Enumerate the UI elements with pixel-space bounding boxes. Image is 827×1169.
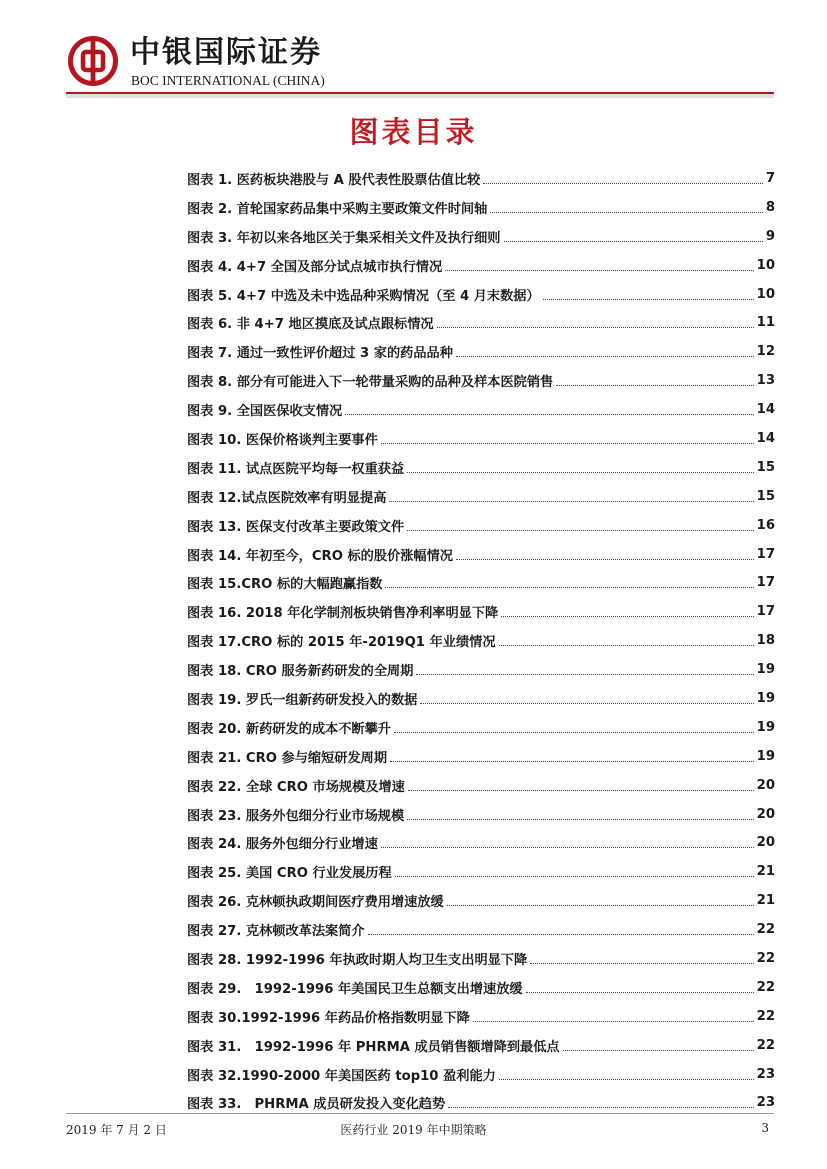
toc-entry[interactable] [187, 1002, 775, 1031]
toc-dot-leader [381, 443, 754, 444]
toc-entry-label: 图表 13. 医保支付改革主要政策文件 [187, 519, 405, 535]
toc-entry-page: 12 [756, 344, 775, 360]
footer-date: 2019 年 7 月 2 日 [66, 1123, 167, 1137]
toc-entry-label: 图表 16. 2018 年化学制剂板块销售净利率明显下降 [187, 606, 499, 622]
toc-title: 图表目录 [349, 115, 478, 149]
toc-entry-page: 7 [765, 170, 775, 186]
toc-entry[interactable] [187, 280, 775, 309]
toc-entry-page: 17 [756, 575, 775, 591]
toc-entry-page: 20 [756, 806, 775, 822]
toc-entry-page: 14 [756, 402, 775, 418]
toc-entry[interactable] [187, 222, 775, 251]
toc-entry[interactable] [187, 337, 775, 366]
toc-entry-page: 10 [756, 257, 775, 273]
toc-entry-label: 图表 23. 服务外包细分行业市场规模 [187, 808, 405, 824]
toc-entry[interactable] [187, 944, 775, 973]
toc-dot-leader [499, 645, 754, 646]
toc-entry-page: 17 [756, 546, 775, 562]
toc-entry[interactable] [187, 915, 775, 944]
toc-dot-leader [563, 1050, 754, 1051]
toc-entry-label: 图表 4. 4+7 全国及部分试点城市执行情况 [187, 259, 443, 275]
toc-entry[interactable] [187, 655, 775, 684]
toc-entry[interactable] [187, 886, 775, 915]
toc-entry-page: 19 [756, 690, 775, 706]
toc-dot-leader [437, 327, 754, 328]
toc-entry[interactable] [187, 164, 775, 193]
toc-entry-page: 20 [756, 777, 775, 793]
toc-entry-label: 图表 19. 罗氏一组新药研发投入的数据 [187, 692, 418, 708]
toc-dot-leader [416, 674, 753, 675]
toc-entry-page: 9 [765, 228, 775, 244]
toc-entry-page: 22 [756, 1008, 775, 1024]
toc-entry[interactable] [187, 482, 775, 511]
toc-entry-page: 22 [756, 1037, 775, 1053]
toc-entry[interactable] [187, 453, 775, 482]
toc-entry[interactable] [187, 684, 775, 713]
toc-entry-label: 图表 12.试点医院效率有明显提高 [187, 490, 387, 506]
toc-entry-label: 图表 30.1992-1996 年药品价格指数明显下降 [187, 1010, 470, 1026]
toc-entry-label: 图表 9. 全国医保收支情况 [187, 404, 343, 420]
toc-entry[interactable] [187, 511, 775, 540]
toc-entry-label: 图表 20. 新药研发的成本不断攀升 [187, 721, 391, 737]
footer-divider [66, 1113, 774, 1114]
toc-entry-page: 21 [756, 864, 775, 880]
toc-entry-page: 8 [765, 199, 775, 215]
toc-dot-leader [394, 732, 754, 733]
toc-entry[interactable] [187, 828, 775, 857]
toc-entry-label: 图表 17.CRO 标的 2015 年-2019Q1 年业绩情况 [187, 635, 496, 651]
toc-dot-leader [389, 501, 753, 502]
toc-entry-label: 图表 10. 医保价格谈判主要事件 [187, 432, 378, 448]
toc-entry-label: 图表 21. CRO 参与缩短研发周期 [187, 750, 388, 766]
toc-dot-leader [456, 559, 754, 560]
toc-entry-page: 20 [756, 835, 775, 851]
toc-entry[interactable] [187, 395, 775, 424]
footer-report-title: 医药行业 2019 年中期策略 [340, 1123, 487, 1137]
toc-entry-page: 22 [756, 950, 775, 966]
toc-entry-label: 图表 25. 美国 CRO 行业发展历程 [187, 866, 392, 882]
toc-entry-label: 图表 8. 部分有可能进入下一轮带量采购的品种及样本医院销售 [187, 375, 554, 391]
toc-entry[interactable] [187, 193, 775, 222]
toc-entry-label: 图表 1. 医药板块港股与 A 股代表性股票估值比较 [187, 172, 481, 188]
toc-list [187, 164, 775, 1117]
toc-dot-leader [381, 847, 754, 848]
toc-dot-leader [501, 616, 753, 617]
brand-name-chinese: 中银国际证券 [130, 35, 322, 70]
toc-entry-page: 15 [756, 488, 775, 504]
toc-entry-page: 19 [756, 748, 775, 764]
toc-entry[interactable] [187, 771, 775, 800]
toc-dot-leader [345, 414, 753, 415]
toc-entry-page: 14 [756, 430, 775, 446]
toc-dot-leader [499, 1079, 754, 1080]
toc-entry-page: 23 [756, 1095, 775, 1111]
toc-entry[interactable] [187, 1060, 775, 1089]
toc-dot-leader [408, 790, 754, 791]
toc-dot-leader [385, 587, 753, 588]
toc-entry[interactable] [187, 973, 775, 1002]
toc-entry[interactable] [187, 857, 775, 886]
toc-entry[interactable] [187, 366, 775, 395]
toc-entry-label: 图表 11. 试点医院平均每一权重获益 [187, 461, 405, 477]
toc-entry-page: 10 [756, 286, 775, 302]
toc-entry-label: 图表 28. 1992-1996 年执政时期人均卫生支出明显下降 [187, 952, 528, 968]
toc-entry-label: 图表 5. 4+7 中选及未中选品种采购情况（至 4 月末数据） [187, 288, 540, 304]
toc-entry[interactable] [187, 626, 775, 655]
toc-entry-page: 19 [756, 662, 775, 678]
toc-entry[interactable] [187, 1031, 775, 1060]
toc-entry-page: 22 [756, 922, 775, 938]
toc-dot-leader [368, 934, 754, 935]
boc-coin-logo-icon [68, 36, 118, 86]
toc-dot-leader [526, 992, 754, 993]
toc-entry-label: 图表 7. 通过一致性评价超过 3 家的药品品种 [187, 346, 453, 362]
toc-entry[interactable] [187, 713, 775, 742]
toc-entry-label: 图表 32.1990-2000 年美国医药 top10 盈利能力 [187, 1068, 496, 1084]
toc-entry-page: 11 [756, 315, 775, 331]
toc-entry-label: 图表 18. CRO 服务新药研发的全周期 [187, 664, 414, 680]
toc-dot-leader [447, 905, 754, 906]
toc-entry[interactable] [187, 308, 775, 337]
toc-dot-leader [530, 963, 753, 964]
toc-dot-leader [456, 356, 754, 357]
toc-dot-leader [407, 472, 753, 473]
toc-entry-label: 图表 31. 1992-1996 年 PHRMA 成员销售额增降到最低点 [187, 1039, 560, 1055]
toc-entry-page: 21 [756, 893, 775, 909]
toc-entry-label: 图表 26. 克林顿执政期间医疗费用增速放缓 [187, 895, 444, 911]
footer-page-number: 3 [761, 1121, 769, 1135]
toc-entry-page: 13 [756, 373, 775, 389]
toc-dot-leader [490, 212, 763, 213]
toc-entry-label: 图表 3. 年初以来各地区关于集采相关文件及执行细则 [187, 230, 501, 246]
toc-entry-page: 22 [756, 979, 775, 995]
toc-entry-label: 图表 27. 克林顿改革法案简介 [187, 924, 365, 940]
toc-entry-page: 17 [756, 604, 775, 620]
toc-entry[interactable] [187, 597, 775, 626]
toc-entry[interactable] [187, 800, 775, 829]
toc-dot-leader [473, 1021, 754, 1022]
toc-entry[interactable] [187, 742, 775, 771]
toc-dot-leader [420, 703, 753, 704]
toc-entry-page: 16 [756, 517, 775, 533]
toc-dot-leader [390, 761, 754, 762]
header-divider [66, 92, 774, 98]
toc-dot-leader [395, 876, 754, 877]
toc-entry-label: 图表 29. 1992-1996 年美国民卫生总额支出增速放缓 [187, 981, 523, 997]
toc-entry-label: 图表 22. 全球 CRO 市场规模及增速 [187, 779, 405, 795]
toc-entry-label: 图表 24. 服务外包细分行业增速 [187, 837, 378, 853]
toc-entry[interactable] [187, 424, 775, 453]
toc-dot-leader [556, 385, 753, 386]
toc-entry-label: 图表 6. 非 4+7 地区摸底及试点跟标情况 [187, 317, 434, 333]
toc-entry[interactable] [187, 568, 775, 597]
toc-entry[interactable] [187, 251, 775, 280]
toc-dot-leader [504, 241, 763, 242]
toc-dot-leader [407, 819, 753, 820]
toc-dot-leader [448, 1107, 753, 1108]
toc-entry-label: 图表 14. 年初至今，CRO 标的股价涨幅情况 [187, 548, 453, 564]
toc-entry-label: 图表 33. PHRMA 成员研发投入变化趋势 [187, 1097, 446, 1113]
toc-dot-leader [445, 270, 753, 271]
toc-entry-page: 18 [756, 633, 775, 649]
toc-entry[interactable] [187, 540, 775, 569]
toc-dot-leader [483, 183, 762, 184]
toc-dot-leader [543, 299, 754, 300]
toc-entry-page: 15 [756, 459, 775, 475]
brand-name-english: BOC INTERNATIONAL (CHINA) [131, 73, 325, 88]
toc-entry-page: 19 [756, 719, 775, 735]
toc-entry-label: 图表 15.CRO 标的大幅跑赢指数 [187, 577, 383, 593]
toc-entry-page: 23 [756, 1066, 775, 1082]
toc-dot-leader [407, 530, 753, 531]
toc-entry-label: 图表 2. 首轮国家药品集中采购主要政策文件时间轴 [187, 201, 488, 217]
